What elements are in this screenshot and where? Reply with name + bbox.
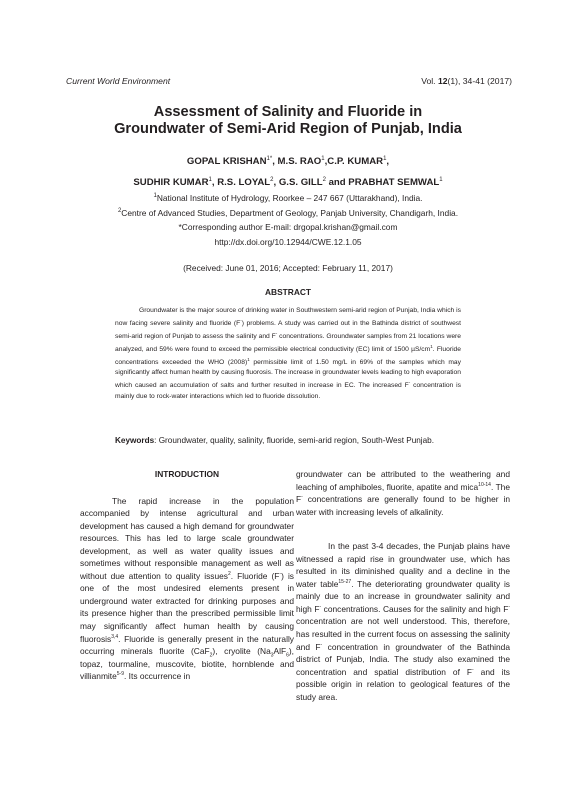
received-dates: (Received: June 01, 2016; Accepted: February 11, 2017) (183, 263, 393, 273)
intro-paragraph-1-continued: groundwater can be attributed to the weathering and leaching of amphiboles, fluorite, apatite and mica$^{10-14}$. The F- concentrations are generally found to be higher in water with increasing levels of alkalinity. (296, 469, 511, 517)
title-line-1: Assessment of Salinity and Fluoride in (153, 104, 423, 120)
title-line-2: Groundwater of Semi-Arid Region of Punjab, India (114, 121, 462, 137)
affiliation-2: $^2$Centre of Advanced Studies, Department of Geology, Panjab University, Chandigarh, India. (117, 208, 459, 219)
paper-title (60, 104, 516, 138)
citation-info: Vol. 12(1), 34-41 (2017) (421, 76, 512, 86)
corresponding-author: *Corresponding author E-mail: drgopal.krishan@gmail.com (178, 221, 398, 232)
intro-paragraph-2: In the past 3-4 decades, the Punjab plains have witnessed a rapid rise in groundwater use, which has resulted in its diminished quality and a decline in the water table$^{15-27}$. The deteriorating groundwater quality is mainly due to an increase in groundwater salinity and high F- concentrations. Causes for the salinity and high F- concentration are not well understood. This, therefore, has resulted in the current focus on assessing the salinity and F- concentration in groundwater of the Bathinda district of Punjab, India. The study also examined the concentration and spatial distribution of F- and its possible origin in relation to geological features of the study area. (296, 541, 511, 702)
affiliations (60, 190, 516, 234)
doi-link[interactable]: http://dx.doi.org/10.12944/CWE.12.1.05 (214, 237, 362, 247)
author-list (60, 150, 516, 192)
abstract-text: Groundwater is the major source of drinking water in Southwestern semi-arid region of Punjab, India which is now facing severe salinity and fluoride (F-) problems. A study was carried out in the Bathinda district of southwest semi-arid region of Punjab to assess the salinity and F- concentrations. Groundwater samples from 21 locations were analyzed, and 59% were found to exceed the permissible electrical conductivity (EC) limit of 1500 $\mu S/cm^1$. Fluoride concentrations exceeded the WHO $(2008)^1$ permissible limit of 1.50 mg/L in 69% of the samples which may significantly affect human health by causing fluorosis. The increase in groundwater levels leading to high evaporation which caused an accumulation of salts and further resulted in increase in EC. The increased F- concentration is mainly due to rock-water interactions which led to fluoride dissolution. (115, 307, 461, 400)
author-line-2: SUDHIR KUMAR$^1$, R.S. LOYAL$^2$, G.S. GILL$^2$ and PRABHAT SEMWAL$^1$ (133, 177, 443, 189)
column-left (80, 468, 294, 695)
abstract-heading: ABSTRACT (264, 287, 312, 297)
column-right (296, 468, 510, 715)
intro-paragraph-1: The rapid increase in the population accompanied by intense agricultural and urban development has caused a high demand for groundwater resources. This has led to large scale groundwater development, as well as water quality issues and sometimes without responsible management as well as without due attention to quality issues$^2$. Fluoride (F-) is one of the most undesired elements present in underground water extracted for drinking purposes and its presence higher than the prescribed permissible limit may significantly affect human health by causing fluorosis$^{3,4}$. Fluoride is generally present in the naturally occurring minerals fluorite (CaF$_2$), cryolite $(Na_3AlF_6)$, topaz, tourmaline, muscovite, biotite, hornblende and villianmite$^{5-9}$. Its occurrence in (80, 495, 295, 682)
keywords: Keywords: Groundwater, quality, salinity, fluoride, semi-arid region, South-West Punjab. (115, 436, 435, 445)
introduction-heading: INTRODUCTION (154, 469, 220, 479)
author-line-1: GOPAL $KRISHAN^{1*}$, M.S. RAO$^1$,C.P. KUMAR$^1$, (186, 156, 390, 168)
volume-number: 12 (437, 76, 448, 86)
affiliation-1: $^1$National Institute of Hydrology, Roorkee – 247 667 (Uttarakhand), India. (153, 192, 423, 203)
keywords-label: Keywords (115, 436, 155, 445)
journal-name: Current World Environment (66, 76, 171, 86)
